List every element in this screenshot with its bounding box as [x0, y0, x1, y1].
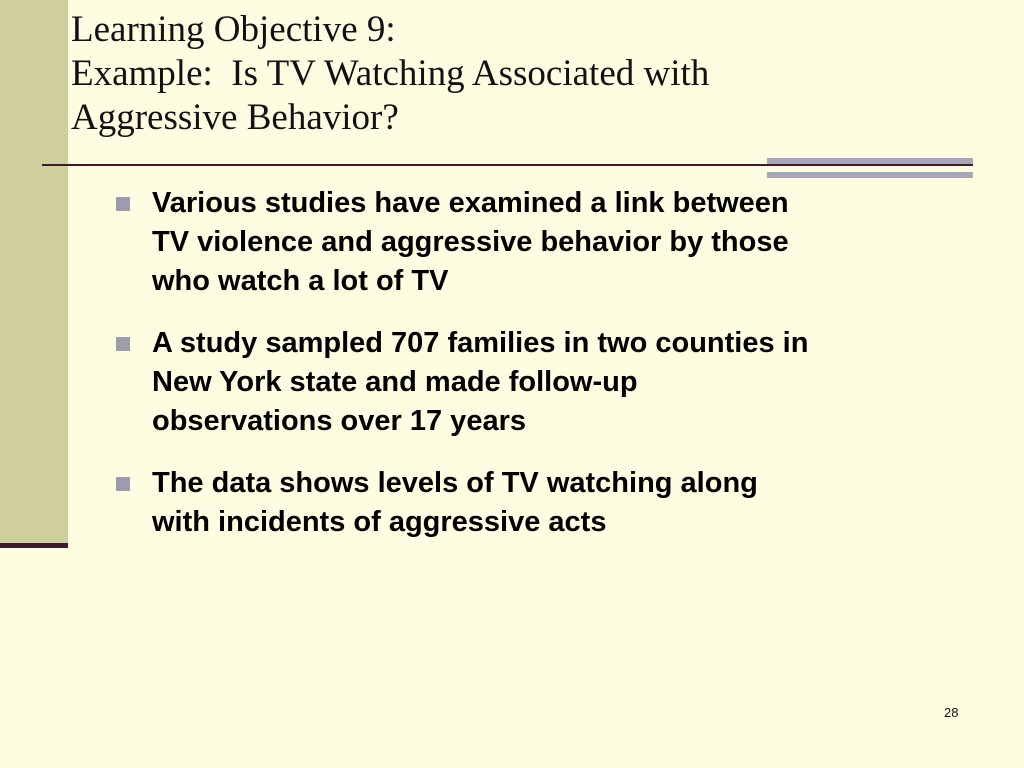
title-line-3: Aggressive Behavior?	[71, 97, 399, 138]
bullet-item	[114, 324, 974, 441]
bullet-list	[114, 184, 974, 565]
square-bullet-icon	[116, 477, 130, 491]
bullet-line: Various studies have examined a link between	[152, 187, 789, 219]
square-bullet-icon	[116, 337, 130, 351]
slide-title	[71, 8, 971, 140]
title-divider-rule	[42, 164, 782, 166]
bullet-line: observations over 17 years	[152, 405, 526, 437]
bullet-text	[152, 324, 974, 441]
page-number: 28	[944, 705, 959, 720]
bullet-line: A study sampled 707 families in two counties in	[152, 327, 809, 359]
square-bullet-icon	[116, 197, 130, 211]
bullet-line: The data shows levels of TV watching along	[152, 467, 758, 499]
bullet-line: TV violence and aggressive behavior by those	[152, 226, 789, 258]
bullet-line: with incidents of aggressive acts	[152, 506, 607, 538]
divider-accent-line	[767, 164, 973, 166]
bullet-item	[114, 184, 974, 301]
left-decorative-band	[0, 0, 68, 546]
divider-accent-block-bottom	[767, 172, 973, 178]
title-line-1: Learning Objective 9:	[71, 9, 396, 50]
left-band-underline	[0, 543, 68, 548]
bullet-item	[114, 464, 974, 542]
title-line-2: Example: Is TV Watching Associated with	[71, 53, 710, 94]
bullet-line: New York state and made follow-up	[152, 366, 638, 398]
bullet-line: who watch a lot of TV	[152, 265, 449, 297]
bullet-text	[152, 184, 974, 301]
bullet-text	[152, 464, 974, 542]
